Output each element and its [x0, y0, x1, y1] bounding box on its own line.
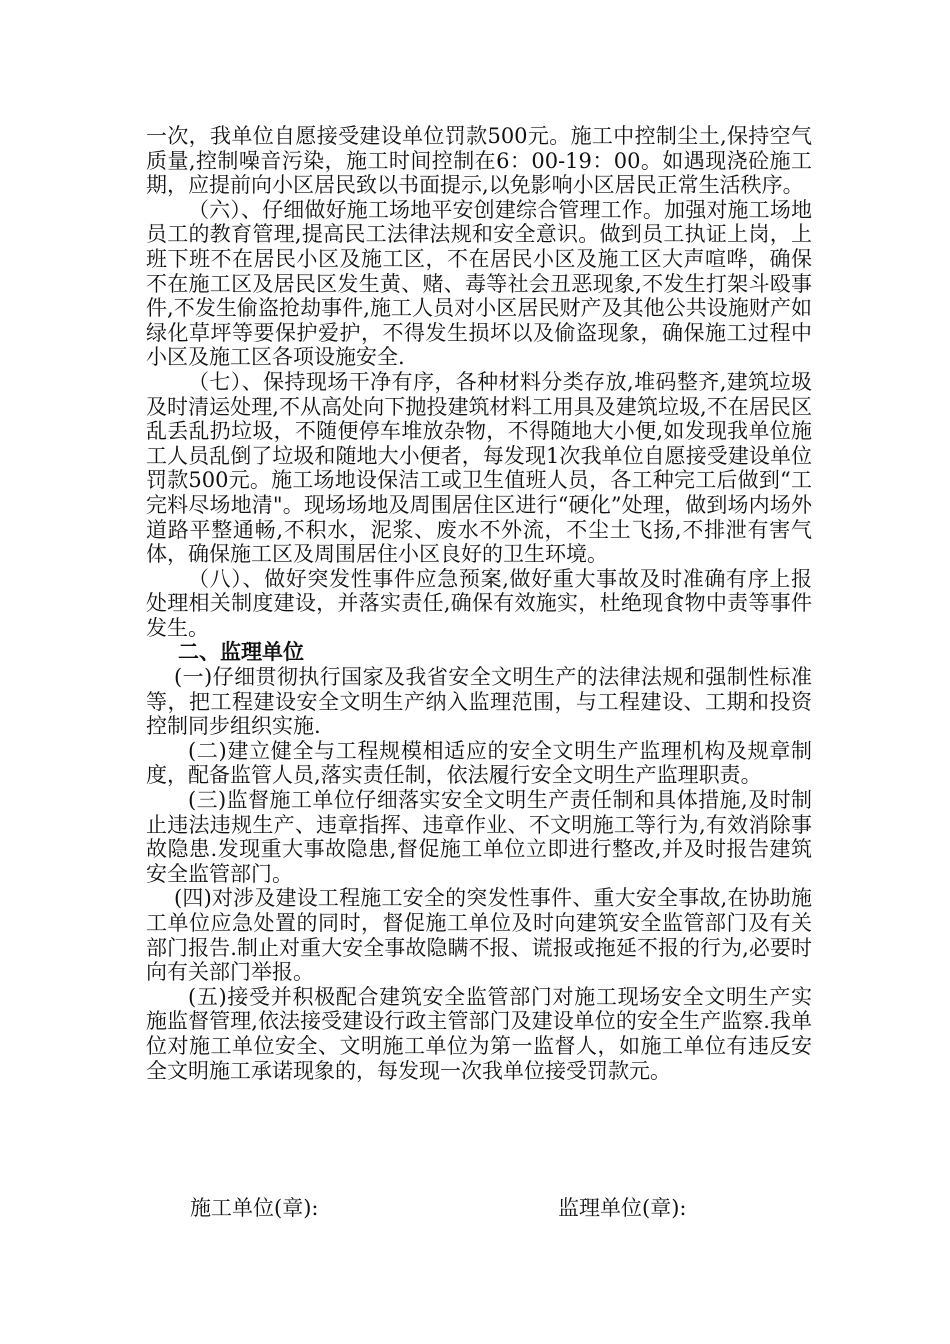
supervision-item-1: (一)仔细贯彻执行国家及我省安全文明生产的法律法规和强制性标准等，把工程建设安全文明生产纳入监理范围，与工程建设、工期和投资控制同步组织实施. — [146, 665, 812, 739]
supervision-unit-signature: 监理单位(章): — [558, 1196, 687, 1220]
construction-unit-signature: 施工单位(章): — [190, 1196, 319, 1220]
section-heading-supervision: 二、监理单位 — [178, 639, 304, 665]
supervision-item-4: (四)对涉及建设工程施工安全的突发性事件、重大安全事故,在协助施工单位应急处置的同时，督促施工单位及时向建筑安全监管部门及有关部门报告.制止对重大安全事故隐瞒不报、谎报或拖延不报的行为,必要时向有关部门举报。 — [146, 886, 812, 985]
supervision-item-3: (三)监督施工单位仔细落实安全文明生产责任制和具体措施,及时制止违法违规生产、违章指挥、违章作业、不文明施工等行为,有效消除事故隐患.发现重大事故隐患,督促施工单位立即进行整改,并及时报告建筑安全监管部门。 — [146, 788, 812, 886]
paragraph-item-6: （六）、仔细做好施工场地平安创建综合管理工作。加强对施工场地员工的教育管理,提高民工法律法规和安全意识。做到员工执证上岗，上班下班不在居民小区及施工区，不在居民小区及施工区大声喧哗，确保不在施工区及居民区发生黄、赌、毒等社会丑恶现象,不发生打架斗殴事件,不发生偷盗抢劫事件,施工人员对小区居民财产及其他公共设施财产如绿化草坪等要保护爱护，不得发生损坏以及偷盗现象，确保施工过程中小区及施工区各项设施安全. — [146, 197, 812, 370]
paragraph-continuation: 一次，我单位自愿接受建设单位罚款500元。施工中控制尘土,保持空气质量,控制噪音污染，施工时间控制在6：00-19：00。如遇现浇砼施工期，应提前向小区居民致以书面提示,以免影响小区居民正常生活秩序。 — [146, 124, 812, 198]
supervision-item-2: (二)建立健全与工程规模相适应的安全文明生产监理机构及规章制度，配备监管人员,落实责任制，依法履行安全文明生产监理职责。 — [146, 738, 812, 788]
document-body — [146, 124, 812, 1083]
paragraph-item-8: （八）、做好突发性事件应急预案,做好重大事故及时准确有序上报处理相关制度建设，并落实责任,确保有效施实，杜绝现食物中责等事件发生。 — [146, 566, 812, 640]
paragraph-item-7: （七）、保持现场干净有序，各种材料分类存放,堆码整齐,建筑垃圾及时清运处理,不从高处向下抛投建筑材料工用具及建筑垃圾,不在居民区乱丢乱扔垃圾，不随便停车堆放杂物，不得随地大小便,如发现我单位施工人员乱倒了垃圾和随地大小便者，每发现1次我单位自愿接受建设单位罚款500元。施工场地设保洁工或卫生值班人员，各工种完工后做到“工完料尽场地清"。现场场地及周围居住区进行“硬化”处理，做到场内场外道路平整通畅,不积水，泥浆、废水不外流，不尘土飞扬,不排泄有害气体，确保施工区及周围居住小区良好的卫生环境。 — [146, 369, 812, 567]
supervision-item-5: (五)接受并积极配合建筑安全监管部门对施工现场安全文明生产实施监督管理,依法接受建设行政主管部门及建设单位的安全生产监察.我单位对施工单位安全、文明施工单位为第一监督人，如施工单位有违反安全文明施工承诺现象的，每发现一次我单位接受罚款元。 — [146, 984, 812, 1083]
